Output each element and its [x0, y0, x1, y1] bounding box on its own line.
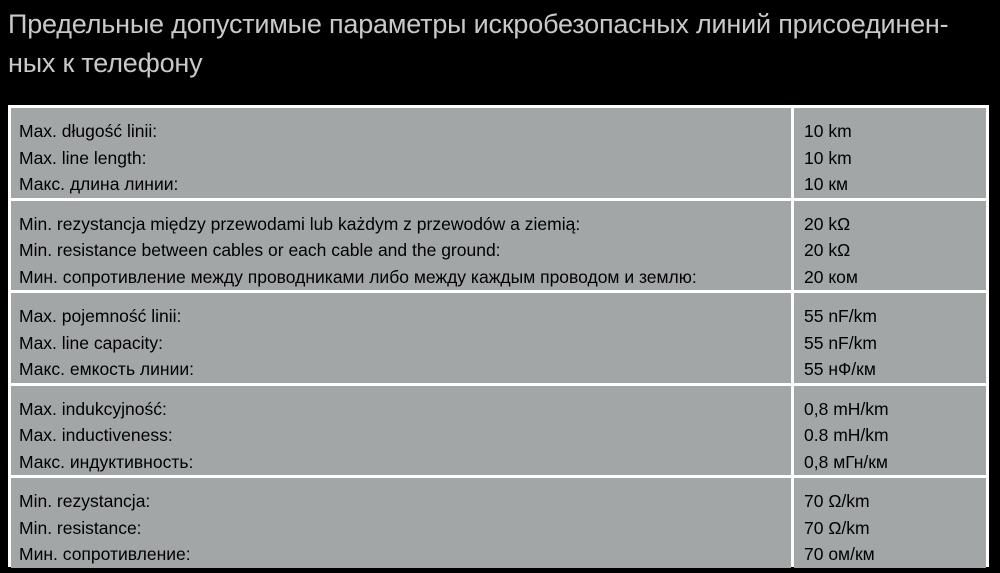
parameter-value-cell: [794, 108, 986, 198]
value-ru: 20 ком: [804, 266, 858, 287]
parameter-label-cell: [11, 386, 791, 476]
label-pl: Max. długość linii:: [19, 121, 158, 141]
table-row-line-capacity: [11, 293, 986, 383]
parameter-value-cell: [794, 478, 986, 568]
label-ru: Мин. сопротивление:: [19, 544, 191, 564]
value-en: 55 nF/km: [804, 332, 877, 353]
table-row-min-resistance: [11, 478, 986, 568]
value-ru: 10 км: [804, 174, 849, 194]
parameter-label-cell: [11, 478, 791, 568]
label-en: Max. inductiveness:: [19, 425, 173, 445]
label-en: Max. line length:: [19, 147, 147, 168]
page-title: Предельные допустимые параметры искробезопасных линий присоединен-ных к телефону: [8, 9, 949, 78]
parameter-value-cell: [794, 386, 986, 476]
value-pl: 70 Ω/km: [804, 491, 870, 511]
parameter-label-cell: [11, 293, 791, 383]
table-row-inductiveness: [11, 386, 986, 476]
parameter-value-cell: [794, 201, 986, 291]
value-pl: 0,8 mH/km: [804, 398, 889, 419]
table-row-min-insulation-resistance: [11, 201, 986, 291]
parameters-table: [8, 105, 989, 567]
label-pl: Max. indukcyjność:: [19, 398, 167, 419]
label-en: Min. resistance between cables or each cable and the ground:: [19, 240, 501, 260]
value-ru: 70 ом/км: [804, 544, 875, 564]
label-ru: Макс. емкость линии:: [19, 359, 194, 379]
value-ru: 0,8 мГн/км: [804, 451, 888, 472]
label-ru: Макс. длина линии:: [19, 174, 179, 194]
value-pl: 20 kΩ: [804, 213, 851, 234]
label-pl: Min. rezystancja między przewodami lub każdym z przewodów a ziemią:: [19, 213, 581, 234]
label-pl: Max. pojemność linii:: [19, 306, 182, 326]
label-ru: Макс. индуктивность:: [19, 451, 194, 472]
table-row-line-length: [11, 108, 986, 198]
label-pl: Min. rezystancja:: [19, 491, 151, 511]
value-en: 0.8 mH/km: [804, 425, 889, 445]
value-ru: 55 нФ/км: [804, 359, 876, 379]
parameter-label-cell: [11, 108, 791, 198]
label-en: Min. resistance:: [19, 517, 142, 538]
value-pl: 10 km: [804, 121, 852, 141]
value-en: 70 Ω/km: [804, 517, 870, 538]
parameter-value-cell: [794, 293, 986, 383]
value-en: 10 km: [804, 147, 852, 168]
parameter-label-cell: [11, 201, 791, 291]
label-en: Max. line capacity:: [19, 332, 163, 353]
value-en: 20 kΩ: [804, 240, 851, 260]
label-ru: Мин. сопротивление между проводниками либо между каждым проводом и землю:: [19, 266, 697, 287]
value-pl: 55 nF/km: [804, 306, 877, 326]
